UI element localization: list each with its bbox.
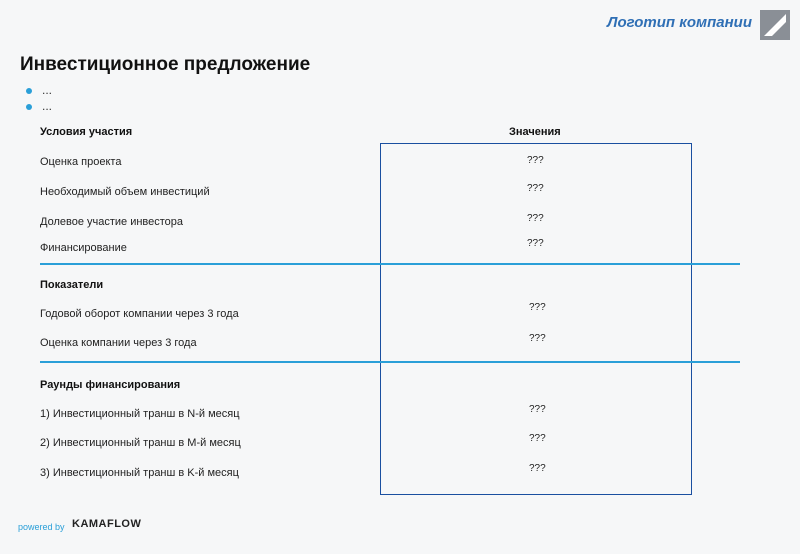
- row-value: ???: [529, 333, 546, 344]
- powered-by-label: powered by: [18, 522, 65, 532]
- row-value: ???: [527, 155, 544, 166]
- row-value: ???: [529, 302, 546, 313]
- brand-logo: KAMAFLOW: [72, 518, 142, 530]
- row-label: Долевое участие инвестора: [40, 216, 184, 228]
- row-value: ???: [527, 238, 544, 249]
- row-value: ???: [527, 213, 544, 224]
- page-title: Инвестиционное предложение: [20, 54, 311, 75]
- section-title-rounds: Раунды финансирования: [40, 379, 181, 391]
- row-value: ???: [527, 183, 544, 194]
- section-title-indicators: Показатели: [40, 279, 104, 291]
- row-label: Оценка компании через 3 года: [40, 337, 197, 349]
- bullet-list: [26, 83, 52, 115]
- logo-text: Логотип компании: [607, 14, 752, 31]
- section-divider: [40, 361, 740, 363]
- row-label: 2) Инвестиционный транш в M-й месяц: [40, 437, 241, 449]
- section-divider: [40, 263, 740, 265]
- logo-mark-icon: [760, 10, 790, 40]
- row-label: 3) Инвестиционный транш в K-й месяц: [40, 467, 239, 479]
- column-header-values: Значения: [509, 126, 561, 138]
- row-label: Финансирование: [40, 242, 127, 254]
- column-header-conditions: Условия участия: [40, 126, 133, 138]
- row-value: ???: [529, 404, 546, 415]
- row-value: ???: [529, 433, 546, 444]
- row-value: ???: [529, 463, 546, 474]
- bullet-item: ...: [26, 99, 52, 115]
- row-label: Оценка проекта: [40, 156, 122, 168]
- row-label: Годовой оборот компании через 3 года: [40, 308, 239, 320]
- bullet-item: ...: [26, 83, 52, 99]
- row-label: 1) Инвестиционный транш в N-й месяц: [40, 408, 240, 420]
- row-label: Необходимый объем инвестиций: [40, 186, 210, 198]
